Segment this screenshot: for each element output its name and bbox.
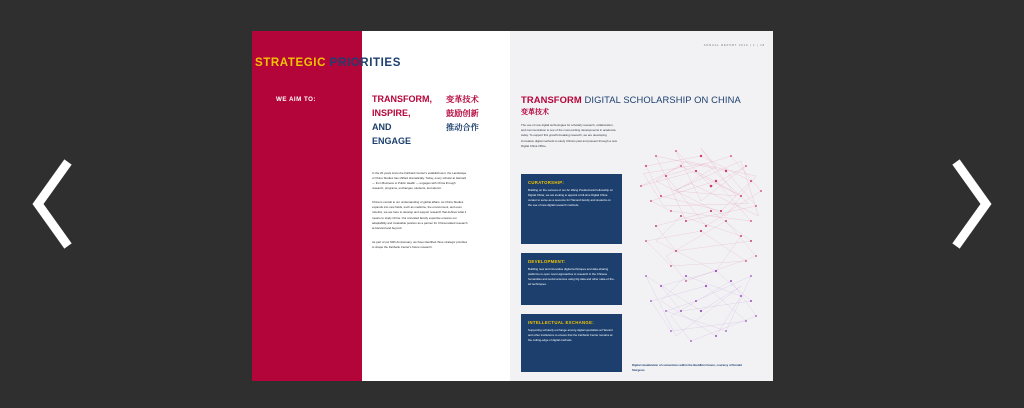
chevron-right-icon: [948, 154, 994, 254]
figure-caption: Digital visualization of connections within the Buddhist Canon, courtesy of Donald Sturgeon.: [632, 363, 742, 372]
section-title-bold: TRANSFORM: [521, 94, 582, 105]
callout-text: Building on the success of our An Wang Postdoctoral Fellowship on Digital China, we are looking to appoint a full-time Digital China curator to serve as a resource for Harvard faculty and students on the use of new digital research methods.: [528, 188, 613, 207]
aim-cn-3: 推动合作: [446, 122, 479, 132]
section-intro-text: The use of new digital technologies for scholarly research, collaboration, and communication is one of the most exciting developments in academia today. To support this growth-breaking research, we are developing innovative digital methods to study China's past and present through a new Digital China Office.: [521, 123, 618, 148]
aim-and: AND: [372, 121, 392, 132]
left-paragraph-3: As part of our 60th Anniversary, we have identified three strategic priorities to shape the Fairbank Center's future research.: [372, 239, 468, 249]
report-meta-line: ANNUAL REPORT 2019 | 1 | 18: [703, 44, 765, 47]
page-title-word-2: PRIORITIES: [329, 57, 401, 69]
we-aim-to-label: WE AIM TO:: [276, 96, 317, 103]
aims-chinese: [446, 93, 479, 149]
page-title: [255, 57, 401, 69]
chevron-left-icon: [30, 154, 76, 254]
section-title-rest: DIGITAL SCHOLARSHIP ON CHINA: [581, 94, 741, 105]
aim-engage: ENGAGE: [372, 135, 412, 146]
aim-cn-2: 鼓励创新: [446, 108, 479, 118]
aims-block: [372, 93, 479, 149]
callout-intellectual-exchange: [521, 314, 622, 372]
section-title-chinese: 变革技术: [521, 109, 549, 116]
prev-page-button[interactable]: [18, 149, 88, 259]
left-page-content: [255, 31, 510, 381]
callout-curatorship: [521, 174, 622, 244]
page-title-word-1: STRATEGIC: [255, 57, 326, 69]
aim-transform: TRANSFORM,: [372, 94, 432, 104]
crimson-color-band: [252, 31, 362, 381]
page-spread[interactable]: [252, 31, 773, 381]
network-graph-svg: [626, 136, 771, 358]
callout-development: [521, 253, 622, 305]
callout-title: DEVELOPMENT:: [528, 259, 566, 264]
right-page: [510, 31, 773, 381]
callout-text: Building new and innovative digital techniques and data-sharing platforms to open novel approaches to research in the Chinese humanities and social sciences using big data and other state-of-the-art techniques.: [528, 267, 615, 286]
aim-inspire: INSPIRE,: [372, 107, 411, 118]
next-page-button[interactable]: [936, 149, 1006, 259]
network-visualization: [626, 136, 771, 358]
section-title: [521, 94, 741, 105]
callout-title: CURATORSHIP:: [528, 180, 565, 185]
left-paragraph-1: In the 20 years since the Fairbank Center's establishment, the Landscape of China Studies has shifted dramatically. Today, every scholar at Harvard — from Business to Public Health — engages with China through research, programs, exchanges, students, and alumni.: [372, 171, 467, 191]
left-paragraph-2: China is central to our understanding of global affairs. As China Studies expands into new fields, such as medicine, the environment, and even robotics, we are here to develop and support research that defines what it means to study China. Our unrivaled faculty expertise ensures our adaptability and invaluable position as a partner for China-related research at Harvard and beyond.: [372, 200, 468, 230]
callout-title: INTELLECTUAL EXCHANGE:: [528, 320, 594, 325]
left-page: [252, 31, 510, 381]
left-body-text: [372, 171, 468, 259]
aim-cn-1: 变革技术: [446, 95, 479, 104]
aims-english: [372, 93, 432, 149]
callout-text: Supporting scholarly exchange among digital specialists at Harvard and other institutions to ensure that the Fairbank Center remains at the cutting-edge of digital methods.: [528, 328, 613, 342]
